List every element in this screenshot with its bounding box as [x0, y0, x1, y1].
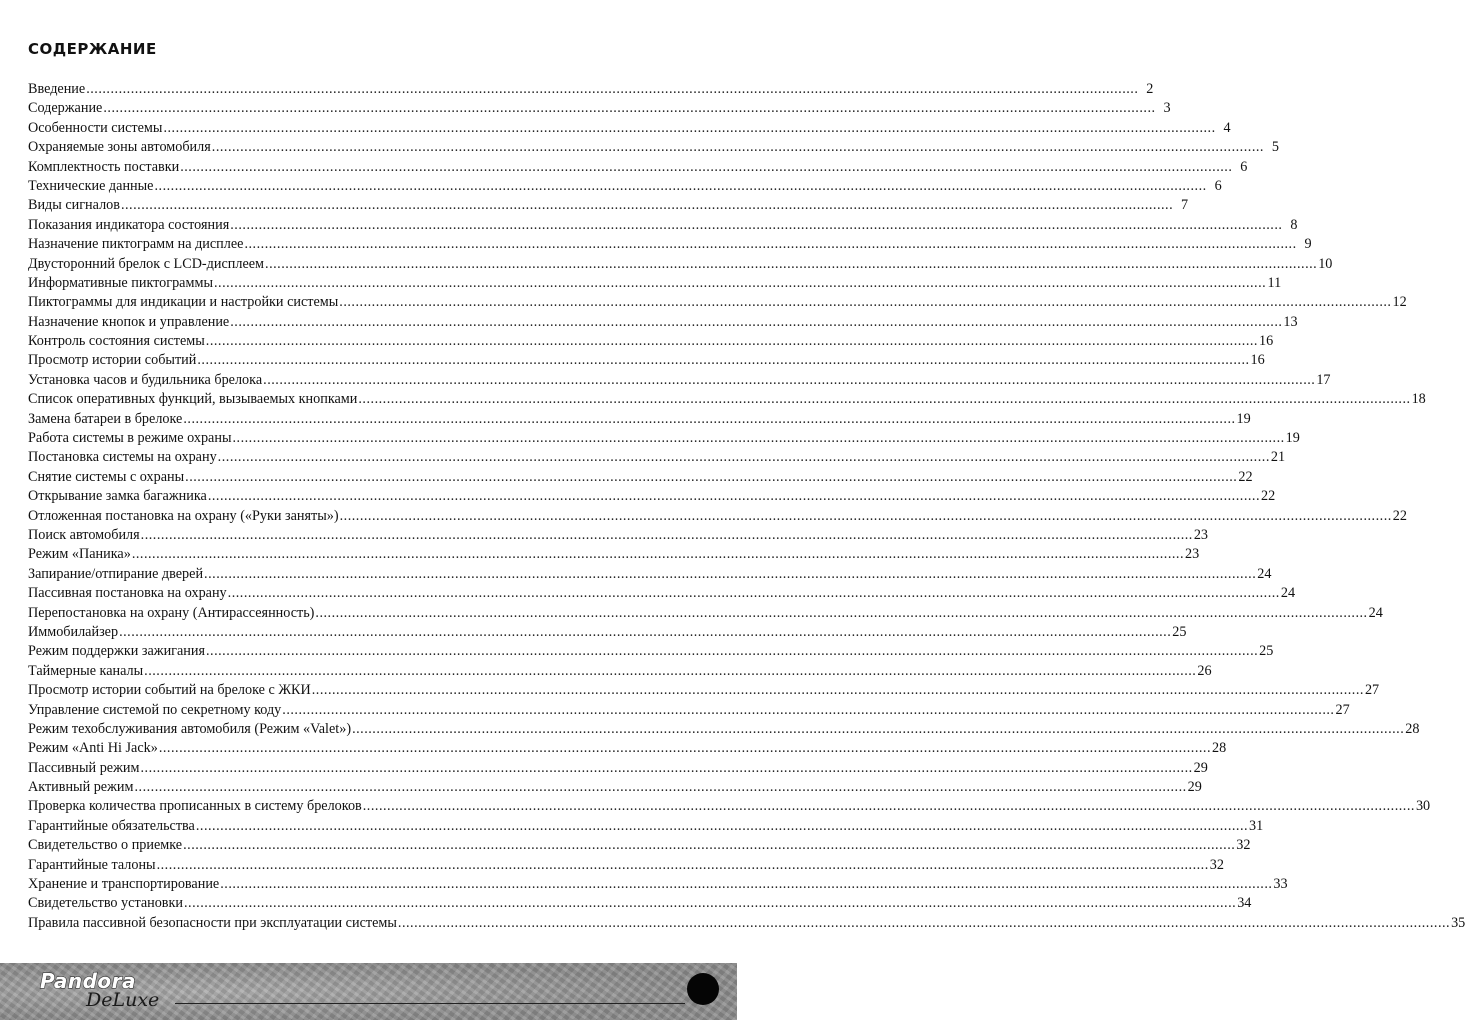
- toc-leader-dots: ....................................................................................................................................................................................................................................................................: [163, 119, 1216, 136]
- toc-entry-label: Постановка системы на охрану: [28, 449, 217, 466]
- toc-entry[interactable]: [28, 739, 1227, 758]
- toc-leader-dots: ....................................................................................................................................................................................................................................................................: [156, 856, 1209, 873]
- toc-leader-dots: ....................................................................................................................................................................................................................................................................: [195, 817, 1249, 834]
- toc-entry[interactable]: [28, 875, 1288, 894]
- toc-entry[interactable]: [28, 565, 1272, 584]
- toc-entry[interactable]: [28, 332, 1274, 351]
- toc-leader-dots: ....................................................................................................................................................................................................................................................................: [339, 507, 1392, 524]
- toc-entry[interactable]: [28, 584, 1296, 603]
- toc-leader-dots: ....................................................................................................................................................................................................................................................................: [180, 158, 1233, 175]
- toc-entry-page: 30: [1415, 798, 1431, 815]
- toc-entry-label: Технические данные: [28, 177, 154, 194]
- toc-leader-dots: ....................................................................................................................................................................................................................................................................: [397, 914, 1451, 931]
- toc-entry-page: 3: [1163, 100, 1171, 117]
- toc-entry-label: Назначение кнопок и управление: [28, 313, 230, 330]
- toc-entry-label: Открывание замка багажника: [28, 488, 207, 505]
- toc-leader-dots: ....................................................................................................................................................................................................................................................................: [227, 585, 1280, 602]
- toc-entry-page: 7: [1181, 197, 1189, 214]
- toc-leader-dots: ....................................................................................................................................................................................................................................................................: [144, 662, 1197, 679]
- toc-entry-page: 10: [1318, 255, 1333, 272]
- toc-entry-label: Правила пассивной безопасности при эксплуатации системы: [28, 914, 397, 931]
- toc-entry-page: 35: [1451, 914, 1465, 931]
- toc-entry-page: 16: [1258, 333, 1274, 350]
- toc-entry-page: 19: [1285, 430, 1300, 447]
- toc-leader-dots: ....................................................................................................................................................................................................................................................................: [184, 895, 1237, 912]
- toc-entry-label: Просмотр истории событий на брелоке с ЖКИ: [28, 682, 311, 699]
- toc-leader-dots: ....................................................................................................................................................................................................................................................................: [120, 197, 1174, 214]
- toc-entry-label: Режим «Паника»: [28, 546, 131, 563]
- toc-leader-dots: ....................................................................................................................................................................................................................................................................: [265, 255, 1318, 272]
- toc-entry-page: 27: [1335, 701, 1350, 718]
- toc-entry[interactable]: [28, 526, 1209, 545]
- toc-entry-label: Работа системы в режиме охраны: [28, 430, 232, 447]
- toc-entry-label: Двусторонний брелок с LCD-дисплеем: [28, 255, 265, 272]
- toc-entry-page: 8: [1290, 216, 1298, 233]
- page-footer: [0, 963, 737, 1020]
- footer-rule: [175, 1003, 685, 1004]
- toc-entry-label: Введение: [28, 81, 86, 97]
- toc-leader-dots: ....................................................................................................................................................................................................................................................................: [183, 837, 1236, 854]
- toc-leader-dots: ....................................................................................................................................................................................................................................................................: [358, 391, 1411, 408]
- toc-entry-page: 9: [1304, 236, 1312, 253]
- toc-entry[interactable]: [28, 158, 1248, 177]
- toc-entry-page: 25: [1172, 623, 1187, 640]
- toc-entry-page: 5: [1271, 139, 1279, 156]
- toc-entry[interactable]: [28, 390, 1426, 409]
- toc-entry-label: Свидетельство о приемке: [28, 837, 183, 854]
- toc-entry-page: 13: [1283, 313, 1298, 330]
- toc-entry[interactable]: [28, 468, 1253, 487]
- toc-entry[interactable]: [28, 836, 1251, 855]
- toc-leader-dots: ....................................................................................................................................................................................................................................................................: [158, 740, 1212, 757]
- toc-entry-page: 32: [1236, 837, 1251, 854]
- toc-entry[interactable]: [28, 701, 1350, 720]
- brand-logo-subtitle: DeLuxe: [86, 989, 160, 1011]
- toc-leader-dots: ....................................................................................................................................................................................................................................................................: [131, 546, 1184, 563]
- toc-entry-label: Хранение и транспортирование: [28, 876, 220, 893]
- toc-leader-dots: ....................................................................................................................................................................................................................................................................: [140, 526, 1193, 543]
- toc-entry-label: Контроль состояния системы: [28, 333, 205, 350]
- toc-entry-label: Режим «Anti Hi Jack»: [28, 740, 158, 757]
- toc-entry-label: Показания индикатора состояния: [28, 216, 230, 233]
- toc-entry-page: 11: [1267, 274, 1282, 291]
- toc-entry[interactable]: [28, 410, 1251, 429]
- toc-entry[interactable]: [28, 448, 1286, 467]
- toc-leader-dots: ....................................................................................................................................................................................................................................................................: [197, 352, 1250, 369]
- toc-entry[interactable]: [28, 797, 1431, 816]
- toc-entry-label: Запирание/отпирание дверей: [28, 565, 204, 582]
- toc-entry[interactable]: [28, 429, 1300, 448]
- toc-leader-dots: ....................................................................................................................................................................................................................................................................: [204, 565, 1257, 582]
- toc-entry[interactable]: [28, 778, 1202, 797]
- toc-entry-page: 25: [1259, 643, 1274, 660]
- toc-entry-label: Пассивная постановка на охрану: [28, 585, 227, 602]
- toc-entry-label: Замена батареи в брелоке: [28, 410, 183, 427]
- toc-entry-label: Назначение пиктограмм на дисплее: [28, 236, 244, 253]
- toc-entry[interactable]: [28, 487, 1276, 506]
- brand-logo: Pandora: [40, 969, 137, 993]
- toc-entry[interactable]: [28, 371, 1331, 390]
- toc-entry-label: Особенности системы: [28, 119, 163, 136]
- toc-entry[interactable]: [28, 177, 1222, 196]
- toc-entry[interactable]: [28, 196, 1189, 215]
- toc-entry[interactable]: [28, 681, 1380, 700]
- toc-leader-dots: ....................................................................................................................................................................................................................................................................: [263, 371, 1316, 388]
- toc-entry-label: Список оперативных функций, вызываемых кнопками: [28, 391, 358, 408]
- toc-entry[interactable]: [28, 914, 1465, 933]
- toc-leader-dots: ....................................................................................................................................................................................................................................................................: [205, 643, 1259, 660]
- toc-entry[interactable]: [28, 662, 1212, 681]
- toc-entry-page: 23: [1193, 526, 1209, 543]
- toc-entry-label: Отложенная постановка на охрану («Руки заняты»): [28, 507, 339, 524]
- toc-entry[interactable]: [28, 856, 1224, 875]
- toc-entry[interactable]: [28, 894, 1252, 913]
- toc-entry-label: Режим поддержки зажигания: [28, 643, 205, 660]
- toc-entry-page: 16: [1250, 352, 1265, 369]
- toc-leader-dots: ....................................................................................................................................................................................................................................................................: [185, 468, 1238, 485]
- toc-entry-page: 26: [1197, 662, 1212, 679]
- toc-leader-dots: ....................................................................................................................................................................................................................................................................: [282, 701, 1335, 718]
- toc-leader-dots: ....................................................................................................................................................................................................................................................................: [211, 139, 1264, 156]
- toc-entry-label: Поиск автомобиля: [28, 526, 140, 543]
- toc-leader-dots: ....................................................................................................................................................................................................................................................................: [311, 682, 1364, 699]
- toc-entry-page: 4: [1223, 119, 1231, 136]
- toc-entry[interactable]: [28, 759, 1208, 778]
- toc-entry-label: Виды сигналов: [28, 197, 120, 214]
- toc-entry[interactable]: [28, 255, 1333, 274]
- toc-entry[interactable]: [28, 720, 1420, 739]
- toc-entry[interactable]: [28, 351, 1265, 370]
- toc-entry-page: 31: [1249, 817, 1264, 834]
- toc-entry-page: 23: [1185, 546, 1200, 563]
- toc-entry-page: 34: [1237, 895, 1252, 912]
- toc-leader-dots: ....................................................................................................................................................................................................................................................................: [217, 449, 1270, 466]
- page-title: СОДЕРЖАНИЕ: [28, 40, 157, 58]
- toc-leader-dots: ....................................................................................................................................................................................................................................................................: [103, 100, 1156, 117]
- toc-entry[interactable]: [28, 274, 1282, 293]
- toc-leader-dots: ....................................................................................................................................................................................................................................................................: [140, 759, 1193, 776]
- toc-leader-dots: ....................................................................................................................................................................................................................................................................: [183, 410, 1236, 427]
- toc-entry-label: Иммобилайзер: [28, 623, 119, 640]
- toc-leader-dots: ....................................................................................................................................................................................................................................................................: [362, 798, 1415, 815]
- toc-entry[interactable]: [28, 235, 1312, 254]
- toc-entry-page: 28: [1212, 740, 1227, 757]
- page-number-badge: [687, 973, 719, 1005]
- toc-entry[interactable]: [28, 604, 1383, 623]
- toc-entry-label: Проверка количества прописанных в систему брелоков: [28, 798, 362, 815]
- toc-entry-label: Таймерные каналы: [28, 662, 144, 679]
- toc-leader-dots: ....................................................................................................................................................................................................................................................................: [232, 430, 1285, 447]
- toc-entry-label: Просмотр истории событий: [28, 352, 197, 369]
- toc-entry[interactable]: [28, 623, 1187, 642]
- toc-entry-page: 22: [1238, 468, 1253, 485]
- toc-entry-page: 6: [1214, 177, 1222, 194]
- toc-entry[interactable]: [28, 545, 1200, 564]
- toc-entry-page: 27: [1364, 682, 1380, 699]
- toc-entry-label: Активный режим: [28, 779, 134, 796]
- toc-entry-page: 29: [1187, 779, 1202, 796]
- toc-entry[interactable]: [28, 313, 1298, 332]
- toc-leader-dots: ....................................................................................................................................................................................................................................................................: [315, 604, 1368, 621]
- table-of-contents: [28, 80, 1465, 933]
- toc-entry-page: 28: [1405, 720, 1420, 737]
- toc-entry-label: Гарантийные талоны: [28, 856, 156, 873]
- toc-entry-page: 17: [1316, 371, 1331, 388]
- toc-leader-dots: ....................................................................................................................................................................................................................................................................: [230, 313, 1283, 330]
- toc-entry-page: 2: [1146, 81, 1154, 97]
- toc-entry-page: 19: [1236, 410, 1251, 427]
- toc-entry[interactable]: [28, 507, 1407, 526]
- toc-entry[interactable]: [28, 99, 1171, 118]
- toc-entry-label: Пиктограммы для индикации и настройки системы: [28, 294, 339, 311]
- toc-entry-label: Свидетельство установки: [28, 895, 183, 912]
- toc-entry-page: 6: [1240, 158, 1248, 175]
- toc-leader-dots: ....................................................................................................................................................................................................................................................................: [339, 294, 1392, 311]
- toc-entry-page: 21: [1270, 449, 1286, 466]
- toc-entry-page: 24: [1280, 585, 1296, 602]
- toc-leader-dots: ....................................................................................................................................................................................................................................................................: [207, 488, 1260, 505]
- toc-entry-label: Установка часов и будильника брелока: [28, 371, 263, 388]
- toc-entry-label: Управление системой по секретному коду: [28, 701, 282, 718]
- toc-entry[interactable]: [28, 293, 1407, 312]
- toc-leader-dots: ....................................................................................................................................................................................................................................................................: [213, 274, 1267, 291]
- toc-entry[interactable]: [28, 80, 1154, 99]
- toc-entry-label: Снятие системы с охраны: [28, 468, 185, 485]
- toc-entry-page: 24: [1257, 565, 1272, 582]
- toc-entry-page: 22: [1392, 507, 1407, 524]
- toc-entry[interactable]: [28, 138, 1279, 157]
- toc-entry-label: Режим техобслуживания автомобиля (Режим «Valet»): [28, 720, 352, 737]
- toc-entry-page: 29: [1193, 759, 1208, 776]
- toc-entry-page: 32: [1209, 856, 1224, 873]
- toc-leader-dots: ....................................................................................................................................................................................................................................................................: [154, 177, 1207, 194]
- toc-entry[interactable]: [28, 817, 1264, 836]
- toc-leader-dots: ....................................................................................................................................................................................................................................................................: [119, 623, 1172, 640]
- toc-leader-dots: ....................................................................................................................................................................................................................................................................: [230, 216, 1283, 233]
- toc-entry-page: 24: [1368, 604, 1383, 621]
- toc-entry[interactable]: [28, 642, 1274, 661]
- toc-leader-dots: ....................................................................................................................................................................................................................................................................: [205, 333, 1258, 350]
- toc-leader-dots: ....................................................................................................................................................................................................................................................................: [134, 779, 1187, 796]
- toc-entry-label: Комплектность поставки: [28, 158, 180, 175]
- toc-leader-dots: ....................................................................................................................................................................................................................................................................: [220, 876, 1273, 893]
- toc-entry-label: Содержание: [28, 100, 103, 117]
- toc-entry-label: Перепостановка на охрану (Антирассеянность): [28, 604, 315, 621]
- toc-entry[interactable]: [28, 119, 1231, 138]
- toc-entry[interactable]: [28, 216, 1298, 235]
- toc-entry-label: Охраняемые зоны автомобиля: [28, 139, 211, 156]
- toc-leader-dots: ....................................................................................................................................................................................................................................................................: [86, 81, 1139, 97]
- toc-entry-label: Гарантийные обязательства: [28, 817, 195, 834]
- toc-leader-dots: ....................................................................................................................................................................................................................................................................: [244, 236, 1297, 253]
- toc-entry-label: Пассивный режим: [28, 759, 140, 776]
- toc-entry-page: 22: [1261, 488, 1276, 505]
- toc-entry-page: 33: [1273, 876, 1288, 893]
- toc-entry-page: 12: [1392, 294, 1407, 311]
- toc-entry-label: Информативные пиктограммы: [28, 274, 213, 291]
- toc-leader-dots: ....................................................................................................................................................................................................................................................................: [352, 720, 1405, 737]
- toc-entry-page: 18: [1411, 391, 1426, 408]
